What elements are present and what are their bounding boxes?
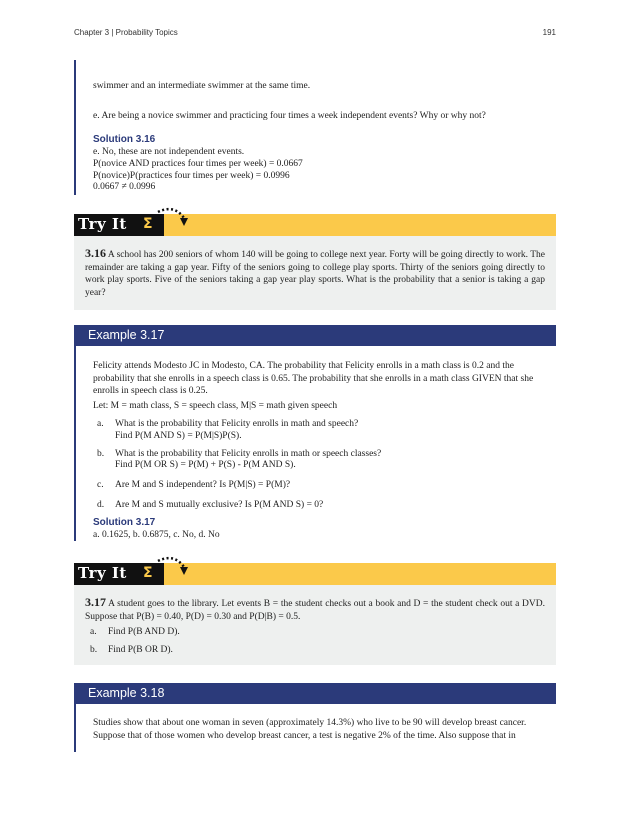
solution-316-lines bbox=[93, 147, 303, 194]
try-it-banner bbox=[74, 214, 556, 236]
dotted-arrow-icon bbox=[154, 555, 190, 583]
example-title: Example 3.18 bbox=[88, 686, 165, 700]
example-question-list bbox=[97, 419, 537, 518]
dotted-arrow-icon bbox=[154, 206, 190, 234]
solution-text: 0.0667 ≠ 0.0996 bbox=[93, 182, 156, 193]
solution-heading: Solution 3.16 bbox=[93, 134, 156, 145]
sigma-icon: Σ bbox=[143, 216, 153, 232]
try-it-problem bbox=[85, 247, 545, 299]
list-question: Are M and S independent? Is P(M|S) = P(M)? bbox=[115, 480, 291, 491]
list-marker: c. bbox=[97, 480, 104, 491]
running-header-chapter: Chapter 3 | Probability Topics bbox=[74, 28, 178, 37]
solution-heading: Solution 3.17 bbox=[93, 517, 156, 528]
list-formula: Find P(M AND S) = P(M|S)P(S). bbox=[115, 430, 242, 441]
try-it-title: Try It bbox=[78, 215, 127, 233]
solution-line bbox=[93, 147, 303, 159]
list-item bbox=[97, 419, 537, 443]
example-intro: Studies show that about one woman in seven (approximately 14.3%) who live to be 90 will develop breast cancer. Suppose that of those women who develop breast cancer, a test is negative 2% of the time. Also suppose that in bbox=[93, 718, 527, 741]
try-it-question-list bbox=[90, 627, 530, 663]
list-item bbox=[97, 480, 537, 492]
problem-text: A school has 200 seniors of whom 140 will be going to college next year. Forty will be going directly to work. The remainder are taking a gap year. Fifty of the seniors going to college play sports. Thirty of the seniors going directly to work play sports. Five of the seniors taking a gap year play sports. What is the probability that a senior is taking a gap year? bbox=[85, 250, 545, 298]
example-definitions: Let: M = math class, S = speech class, M|S = math given speech bbox=[93, 401, 338, 411]
list-formula: Find P(M OR S) = P(M) + P(S) - P(M AND S). bbox=[115, 460, 296, 471]
solution-line bbox=[93, 159, 303, 171]
solution-line bbox=[93, 182, 303, 194]
list-item bbox=[97, 449, 537, 473]
try-it-banner bbox=[74, 563, 556, 585]
list-question: What is the probability that Felicity enrolls in math or speech classes? bbox=[115, 448, 382, 459]
example-header bbox=[74, 683, 556, 704]
list-marker: d. bbox=[97, 499, 105, 510]
question-e: e. Are being a novice swimmer and practicing four times a week independent events? Why or why not? bbox=[93, 111, 486, 121]
list-question: Are M and S mutually exclusive? Is P(M AND S) = 0? bbox=[115, 499, 324, 510]
list-marker: b. bbox=[90, 644, 98, 655]
problem-number: 3.16 bbox=[85, 246, 106, 260]
list-marker: b. bbox=[97, 448, 105, 459]
try-it-title: Try It bbox=[78, 564, 127, 582]
problem-number: 3.17 bbox=[85, 595, 106, 609]
example-title: Example 3.17 bbox=[88, 328, 165, 342]
list-question: Find P(B OR D). bbox=[108, 644, 173, 655]
sigma-icon: Σ bbox=[143, 565, 153, 581]
solution-line bbox=[93, 171, 303, 183]
list-item bbox=[97, 500, 537, 512]
list-question: Find P(B AND D). bbox=[108, 627, 180, 637]
solution-text: P(novice AND practices four times per week) = 0.0667 bbox=[93, 158, 303, 169]
example-margin-bar bbox=[74, 60, 76, 195]
example-margin-bar bbox=[74, 702, 76, 752]
page-number: 191 bbox=[542, 28, 556, 37]
list-item bbox=[90, 645, 530, 657]
list-item bbox=[90, 627, 530, 639]
problem-text: A student goes to the library. Let events B = the student checks out a book and D = the student check out a DVD. Suppose that P(B) = 0.40, P(D) = 0.30 and P(D|B) = 0.5. bbox=[85, 599, 545, 622]
example-margin-bar bbox=[74, 346, 76, 541]
solution-text: e. No, these are not independent events. bbox=[93, 147, 245, 157]
example-intro: Felicity attends Modesto JC in Modesto, CA. The probability that Felicity enrolls in a math class is 0.2 and the probability that she enrolls in a speech class is 0.65. The probability that she enrolls in a math class GIVEN that she enrolls in speech class is 0.25. bbox=[93, 361, 534, 396]
example-header bbox=[74, 325, 556, 346]
solution-answer: a. 0.1625, b. 0.6875, c. No, d. No bbox=[93, 530, 220, 540]
list-marker: a. bbox=[97, 419, 104, 429]
list-question: What is the probability that Felicity enrolls in math and speech? bbox=[115, 419, 359, 429]
try-it-problem bbox=[85, 596, 545, 623]
solution-text: P(novice)P(practices four times per week) = 0.0996 bbox=[93, 170, 290, 181]
list-marker: a. bbox=[90, 627, 97, 637]
intro-continuation: swimmer and an intermediate swimmer at the same time. bbox=[93, 81, 311, 91]
